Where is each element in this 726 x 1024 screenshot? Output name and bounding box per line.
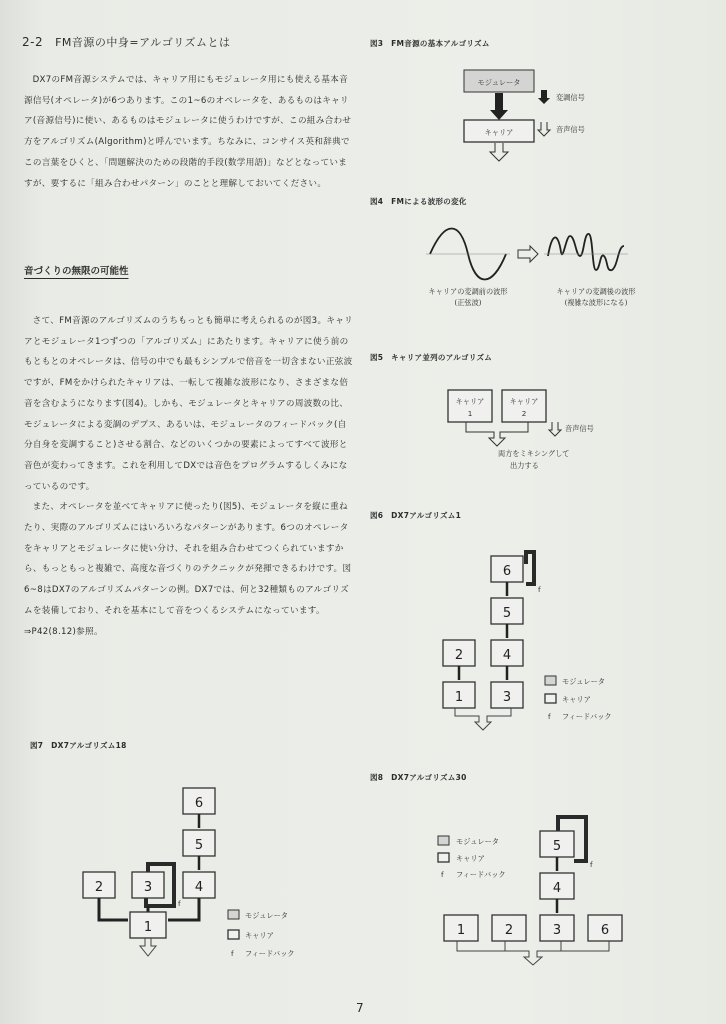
- fig5-carrier1-label: キャリア: [455, 397, 485, 406]
- body-paragraph-1: さて、FM音源のアルゴリズムのうちもっとも簡単に考えられるのが図3。キャリアとモジュレータ1つずつの「アルゴリズム」にあたります。キャリアに使う前のもともとのオペレータは、信号の中でも最もシンプルで倍音を一切含まない正弦波ですが、FMをかけられたキャリアは、一転して複雑な波形になり、さまざまな倍音を含むようになります(図4)。しかも、モジュレータとキャリアの周波数の比、モジュレータによる変調のデプス、あるいは、モジュレータのフィードバック(自分自身を変調すること)させる割合、などのいくつかの要素によってすべて波形と音色が変わってきます。これを利用してDXでは音色をプログラムするしくみになっているのです。: [24, 316, 354, 492]
- body-paragraph-2: また、オペレータを並べてキャリアに使ったり(図5)、モジュレータを縦に重ねたり、実際のアルゴリズムにはいろいろなパターンがあります。6つのオペレータをキャリアとモジュレータに使い分け、それを組み合わせてつくられていますから、もっともっと複雑で、高度な音づくりのテクニックが発揮できるわけです。図6~8はDX7のアルゴリズムパターンの例。DX7では、何と32種類ものアルゴリズムを装備しており、それを基本にして音をつくるシステムになっています。⇒P42(8.12)参照。: [24, 502, 352, 637]
- fig5-carrier1-num: 1: [467, 409, 473, 418]
- fig3-legend-mod: 変調信号: [556, 93, 585, 102]
- fig6-legend-f: f: [548, 712, 551, 721]
- fig6-op-1-label: 1: [454, 690, 464, 705]
- fig6-legend-feedback: フィードバック: [562, 712, 612, 721]
- fig3-legend-mod-arrow: [538, 90, 550, 104]
- fig5-legend-audio-arrow: [549, 422, 561, 436]
- fig4-transform-arrow: [518, 246, 538, 262]
- fig8-legend-f: f: [441, 870, 444, 879]
- fig7-op-4-label: 4: [194, 880, 204, 895]
- fig7-feedback-mark: f: [178, 899, 181, 908]
- fig7-op-2-label: 2: [94, 880, 104, 895]
- fig6-legend-carrier: キャリア: [562, 695, 591, 704]
- fig7-output-arrow: [140, 938, 156, 956]
- section-title: FM音源の中身=アルゴリズムとは: [55, 36, 231, 49]
- fig7-diagram: [70, 780, 330, 965]
- fig7-op-6-label: 6: [194, 796, 204, 811]
- fig6-feedback-mark: f: [538, 585, 541, 594]
- intro-paragraph: [24, 70, 354, 194]
- fig8-legend-mod: モジュレータ: [456, 837, 499, 846]
- fig6-legend-carrier-swatch: [545, 694, 556, 703]
- fig8-caption: 図8 DX7アルゴリズム30: [370, 773, 467, 782]
- fig8-legend-carrier: キャリア: [456, 854, 485, 863]
- fig3-caption: 図3 FM音源の基本アルゴリズム: [370, 39, 490, 48]
- fig6-op-6-label: 6: [502, 564, 512, 579]
- fig8-legend-mod-swatch: [438, 836, 449, 845]
- fig8-op-6-label: 6: [600, 923, 610, 938]
- fig5-caption: 図5 キャリア並列のアルゴリズム: [370, 353, 493, 362]
- fig6-op-3-label: 3: [502, 690, 512, 705]
- fig4-caption: 図4 FMによる波形の変化: [370, 197, 467, 206]
- fig7-legend-mod-swatch: [228, 910, 239, 919]
- fig5-diagram: [440, 380, 640, 475]
- fig7-legend-carrier: キャリア: [245, 931, 274, 940]
- fig7-op-5-label: 5: [194, 838, 204, 853]
- fig8-op-4-label: 4: [552, 881, 562, 896]
- fig7-legend-carrier-swatch: [228, 930, 239, 939]
- fig4-after-label: キャリアの変調後の波形: [556, 287, 636, 296]
- fig5-carrier2-num: 2: [521, 409, 527, 418]
- section-number: 2-2: [22, 35, 44, 49]
- fig5-note-1: 両方をミキシングして: [498, 449, 570, 458]
- fig4-before-label: キャリアの変調前の波形: [428, 287, 508, 296]
- fig6-feedback-loop: [526, 552, 534, 584]
- fig8-op-1-label: 1: [456, 923, 466, 938]
- fig5-carrier2-label: キャリア: [509, 397, 539, 406]
- fig6-legend-mod: モジュレータ: [562, 677, 605, 686]
- fig6-legend-mod-swatch: [545, 676, 556, 685]
- fig7-op-3-label: 3: [143, 880, 153, 895]
- fig3-modulator-label: モジュレータ: [477, 78, 521, 87]
- fig8-output-arrow: [457, 941, 609, 965]
- fig6-caption: 図6 DX7アルゴリズム1: [370, 511, 462, 520]
- fig3-diagram: [440, 62, 640, 167]
- fig6-diagram: [430, 540, 650, 735]
- fig7-caption: 図7 DX7アルゴリズム18: [30, 741, 127, 750]
- body-text: [24, 311, 354, 642]
- fig3-legend-audio-arrow: [538, 122, 550, 136]
- fig7-link-2-1: [99, 898, 128, 920]
- fig3-modulation-arrow: [490, 93, 508, 120]
- fig3-output-arrow: [490, 143, 508, 161]
- fig5-note-2: 出力する: [510, 461, 539, 470]
- fig4-diagram: [400, 222, 650, 312]
- intro-text: DX7のFM音源システムでは、キャリア用にもモジュレータ用にも使える基本音源信号(オペレータ)が6つあります。この1~6のオペレータを、あるものはキャリア(音源信号)に使い、あるものはモジュレータに使うわけですが、この組み合わせ方をアルゴリズム(Algorithm)と呼んでいます。ちなみに、コンサイス英和辞典でこの言葉をひくと、「問題解決のための段階的手段(数学用語)」などとなっていますが、要するに「組み合わせパターン」のことと理解しておいてください。: [24, 75, 352, 189]
- fig7-legend-feedback: フィードバック: [245, 949, 295, 958]
- fig6-output-arrow: [455, 708, 511, 730]
- fig8-feedback-mark: f: [590, 860, 593, 869]
- fig6-op-4-label: 4: [502, 648, 512, 663]
- page-number: 7: [356, 1001, 364, 1015]
- fig4-before-note: (正弦波): [454, 298, 482, 307]
- fig6-op-2-label: 2: [454, 648, 464, 663]
- fig8-legend-feedback: フィードバック: [456, 870, 506, 879]
- fig8-op-2-label: 2: [504, 923, 514, 938]
- fig5-audio-label: 音声信号: [565, 424, 594, 433]
- section-heading: [22, 34, 230, 50]
- fig3-legend-audio: 音声信号: [556, 125, 585, 134]
- fig7-op-1-label: 1: [143, 920, 153, 935]
- fig7-legend-mod: モジュレータ: [245, 911, 288, 920]
- subheading: 音づくりの無限の可能性: [24, 266, 129, 277]
- fig4-after-note: (複雑な波形になる): [564, 298, 628, 307]
- fig4-modulated-wave: [548, 234, 624, 270]
- fig7-legend-f: f: [231, 949, 234, 958]
- fig8-diagram: [430, 805, 660, 970]
- fig8-op-3-label: 3: [552, 923, 562, 938]
- fig6-op-5-label: 5: [502, 606, 512, 621]
- fig8-op-5-label: 5: [552, 839, 562, 854]
- fig3-carrier-label: キャリア: [484, 128, 514, 137]
- fig5-merge-arrow: [466, 422, 528, 446]
- fig8-legend-carrier-swatch: [438, 853, 449, 862]
